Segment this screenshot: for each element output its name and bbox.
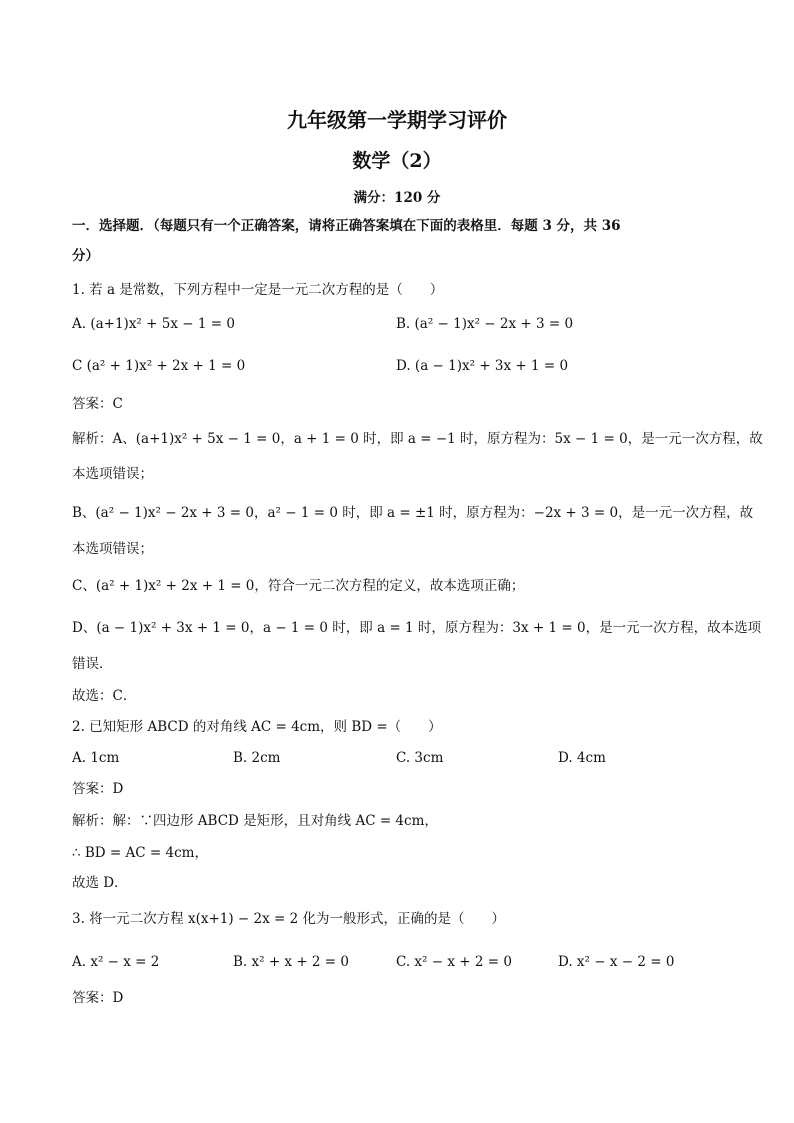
subject-title: 数学（2） <box>352 150 442 172</box>
q2-analysis: ∴ BD = AC = 4cm， <box>72 845 208 861</box>
q1-analysis: C、(a² + 1)x² + 2x + 1 = 0，符合一元二次方程的定义，故本选项正确； <box>72 578 525 594</box>
q1-analysis: 本选项错误； <box>72 466 153 482</box>
q2-option-a: A. 1cm <box>72 750 120 766</box>
q2-option-b: B. 2cm <box>233 750 281 766</box>
q3-stem: 3. 将一元二次方程 x(x+1) − 2x = 2 化为一般形式，正确的是（ ） <box>72 911 505 927</box>
q1-analysis: 解析：A、(a+1)x² + 5x − 1 = 0，a + 1 = 0 时，即 a = −1 时，原方程为：5x − 1 = 0，是一元一次方程，故 <box>72 431 763 447</box>
q1-analysis: D、(a − 1)x² + 3x + 1 = 0，a − 1 = 0 时，即 a = 1 时，原方程为：3x + 1 = 0，是一元一次方程，故本选项 <box>72 620 762 636</box>
q1-stem: 1. 若 a 是常数，下列方程中一定是一元二次方程的是（ ） <box>72 282 444 298</box>
q3-option-d: D. x² − x − 2 = 0 <box>558 954 675 970</box>
section-heading-cont: 分） <box>72 248 99 264</box>
q2-stem: 2. 已知矩形 ABCD 的对角线 AC = 4cm，则 BD =（ ） <box>72 719 442 735</box>
q1-conclusion: 故选：C． <box>72 688 137 704</box>
q1-option-a: A. (a+1)x² + 5x − 1 = 0 <box>72 316 235 332</box>
q1-option-d: D. (a − 1)x² + 3x + 1 = 0 <box>396 358 569 374</box>
page-title: 九年级第一学期学习评价 <box>287 108 507 132</box>
q3-option-b: B. x² + x + 2 = 0 <box>233 954 350 970</box>
q3-option-c: C. x² − x + 2 = 0 <box>396 954 512 970</box>
q2-analysis: 解析：解：∵四边形 ABCD 是矩形，且对角线 AC = 4cm， <box>72 813 438 829</box>
q1-analysis: B、(a² − 1)x² − 2x + 3 = 0，a² − 1 = 0 时，即 a = ±1 时，原方程为：−2x + 3 = 0，是一元一次方程，故 <box>72 505 754 521</box>
q1-option-c: C (a² + 1)x² + 2x + 1 = 0 <box>72 358 246 374</box>
q2-option-c: C. 3cm <box>396 750 444 766</box>
q2-answer: 答案：D <box>72 781 124 797</box>
q2-conclusion: 故选 D． <box>72 875 128 891</box>
q2-option-d: D. 4cm <box>558 750 606 766</box>
q1-analysis: 错误． <box>72 656 113 672</box>
q1-answer: 答案：C <box>72 396 123 412</box>
q1-option-b: B. (a² − 1)x² − 2x + 3 = 0 <box>396 316 574 332</box>
q3-option-a: A. x² − x = 2 <box>72 954 160 970</box>
q1-analysis: 本选项错误； <box>72 541 153 557</box>
q3-answer: 答案：D <box>72 990 124 1006</box>
section-heading: 一．选择题．（每题只有一个正确答案，请将正确答案填在下面的表格里．每题 3 分，共 36 <box>72 218 621 234</box>
full-score: 满分：120 分 <box>353 190 441 206</box>
